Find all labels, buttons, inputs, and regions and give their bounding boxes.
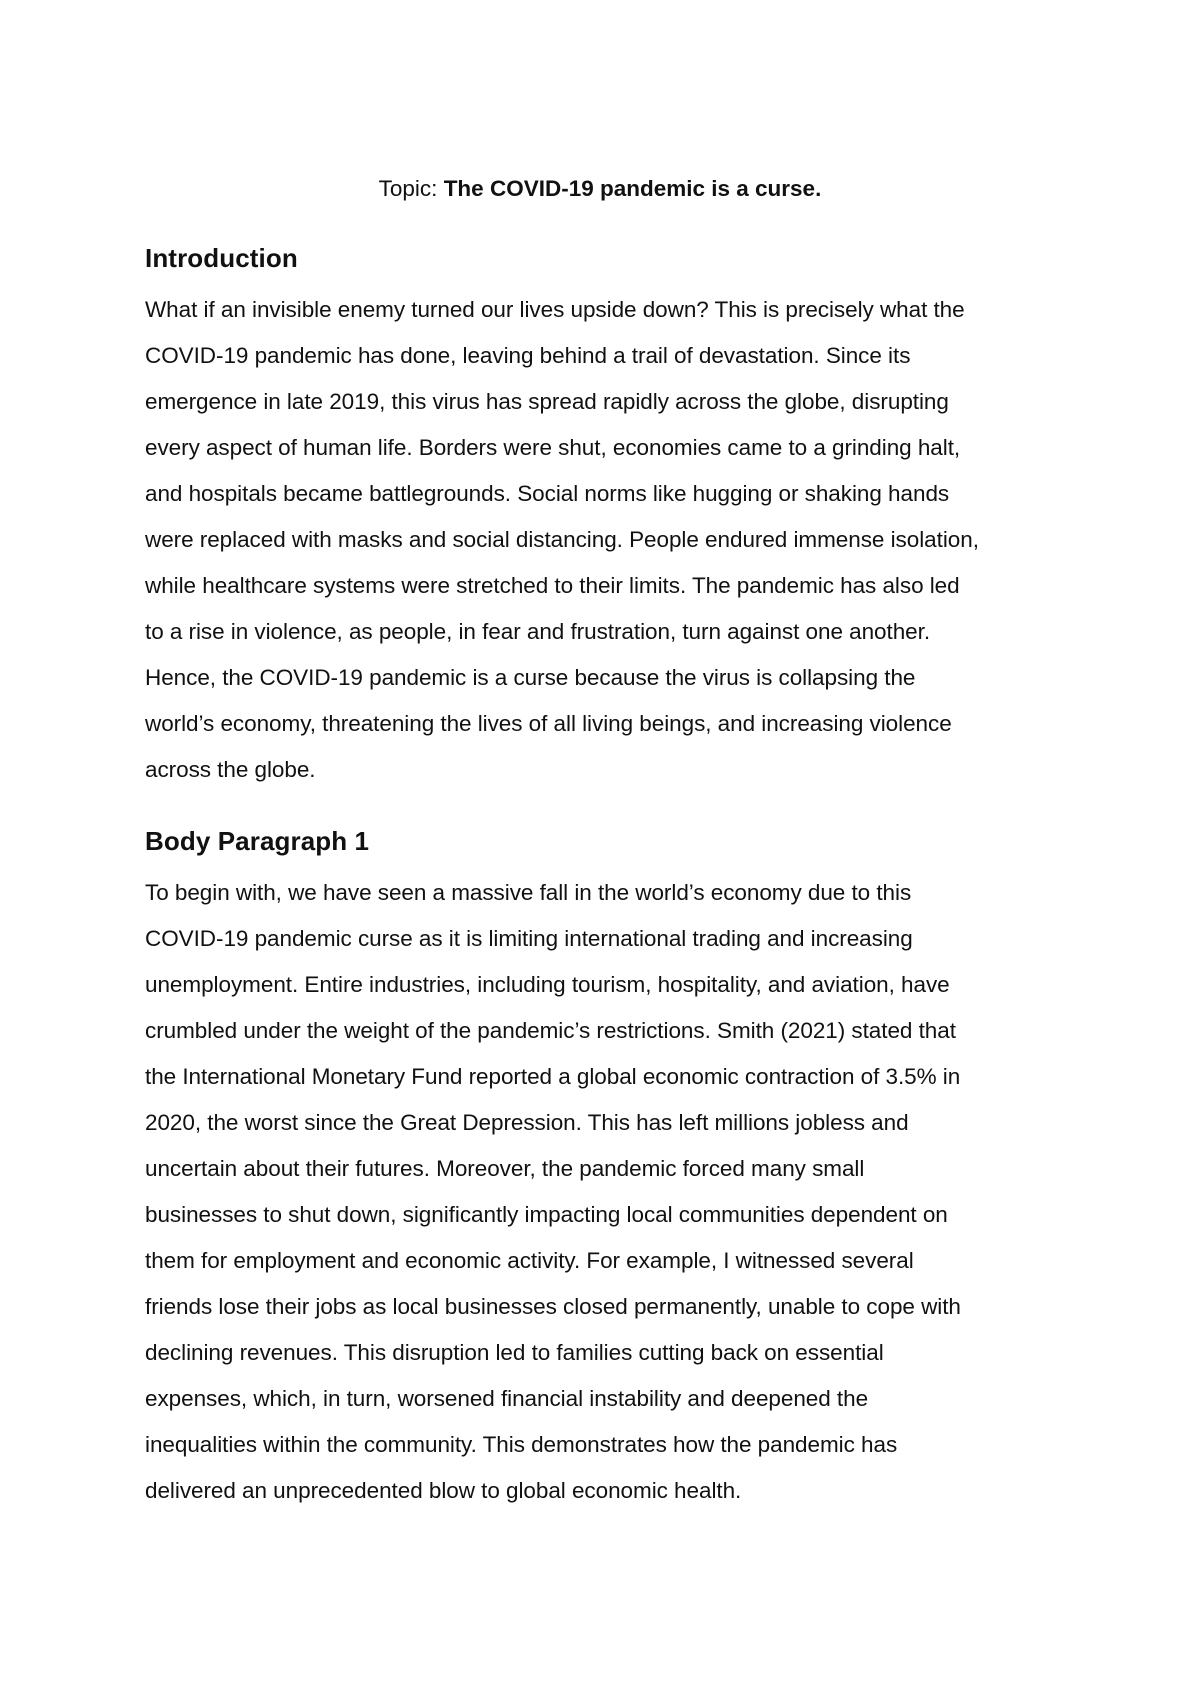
paragraph-line: COVID-19 pandemic curse as it is limiting international trading and increasing: [145, 926, 913, 951]
topic-title: The COVID-19 pandemic is a curse.: [443, 176, 822, 201]
introduction-heading: Introduction: [145, 243, 298, 273]
paragraph-line: them for employment and economic activity. For example, I witnessed several: [145, 1248, 914, 1273]
body-paragraph-1-heading: Body Paragraph 1: [145, 826, 370, 856]
paragraph-line: across the globe.: [145, 757, 316, 782]
body-paragraph-1: [145, 870, 1055, 1514]
paragraph-line: friends lose their jobs as local businesses closed permanently, unable to cope with: [145, 1294, 961, 1319]
paragraph-line: uncertain about their futures. Moreover, the pandemic forced many small: [145, 1156, 865, 1181]
paragraph-line: emergence in late 2019, this virus has spread rapidly across the globe, disrupting: [145, 389, 949, 414]
paragraph-line: world’s economy, threatening the lives of all living beings, and increasing violence: [145, 711, 952, 736]
paragraph-line: expenses, which, in turn, worsened financial instability and deepened the: [145, 1386, 869, 1411]
paragraph-line: businesses to shut down, significantly impacting local communities dependent on: [145, 1202, 948, 1227]
paragraph-line: crumbled under the weight of the pandemic’s restrictions. Smith (2021) stated that: [145, 1018, 956, 1043]
paragraph-line: 2020, the worst since the Great Depression. This has left millions jobless and: [145, 1110, 909, 1135]
topic-line: [0, 173, 1200, 205]
paragraph-line: were replaced with masks and social distancing. People endured immense isolation,: [145, 527, 979, 552]
paragraph-line: while healthcare systems were stretched to their limits. The pandemic has also led: [145, 573, 960, 598]
paragraph-line: to a rise in violence, as people, in fear and frustration, turn against one another.: [145, 619, 931, 644]
introduction-paragraph: [145, 287, 1055, 793]
paragraph-line: delivered an unprecedented blow to global economic health.: [145, 1478, 742, 1503]
paragraph-line: declining revenues. This disruption led to families cutting back on essential: [145, 1340, 884, 1365]
paragraph-line: What if an invisible enemy turned our lives upside down? This is precisely what the: [145, 297, 965, 322]
paragraph-line: the International Monetary Fund reported a global economic contraction of 3.5% in: [145, 1064, 961, 1089]
paragraph-line: Hence, the COVID-19 pandemic is a curse because the virus is collapsing the: [145, 665, 916, 690]
paragraph-line: COVID-19 pandemic has done, leaving behind a trail of devastation. Since its: [145, 343, 911, 368]
paragraph-line: To begin with, we have seen a massive fall in the world’s economy due to this: [145, 880, 912, 905]
paragraph-line: and hospitals became battlegrounds. Social norms like hugging or shaking hands: [145, 481, 950, 506]
topic-label: Topic:: [378, 176, 444, 201]
paragraph-line: every aspect of human life. Borders were shut, economies came to a grinding halt,: [145, 435, 961, 460]
paragraph-line: inequalities within the community. This demonstrates how the pandemic has: [145, 1432, 898, 1457]
paragraph-line: unemployment. Entire industries, including tourism, hospitality, and aviation, have: [145, 972, 950, 997]
